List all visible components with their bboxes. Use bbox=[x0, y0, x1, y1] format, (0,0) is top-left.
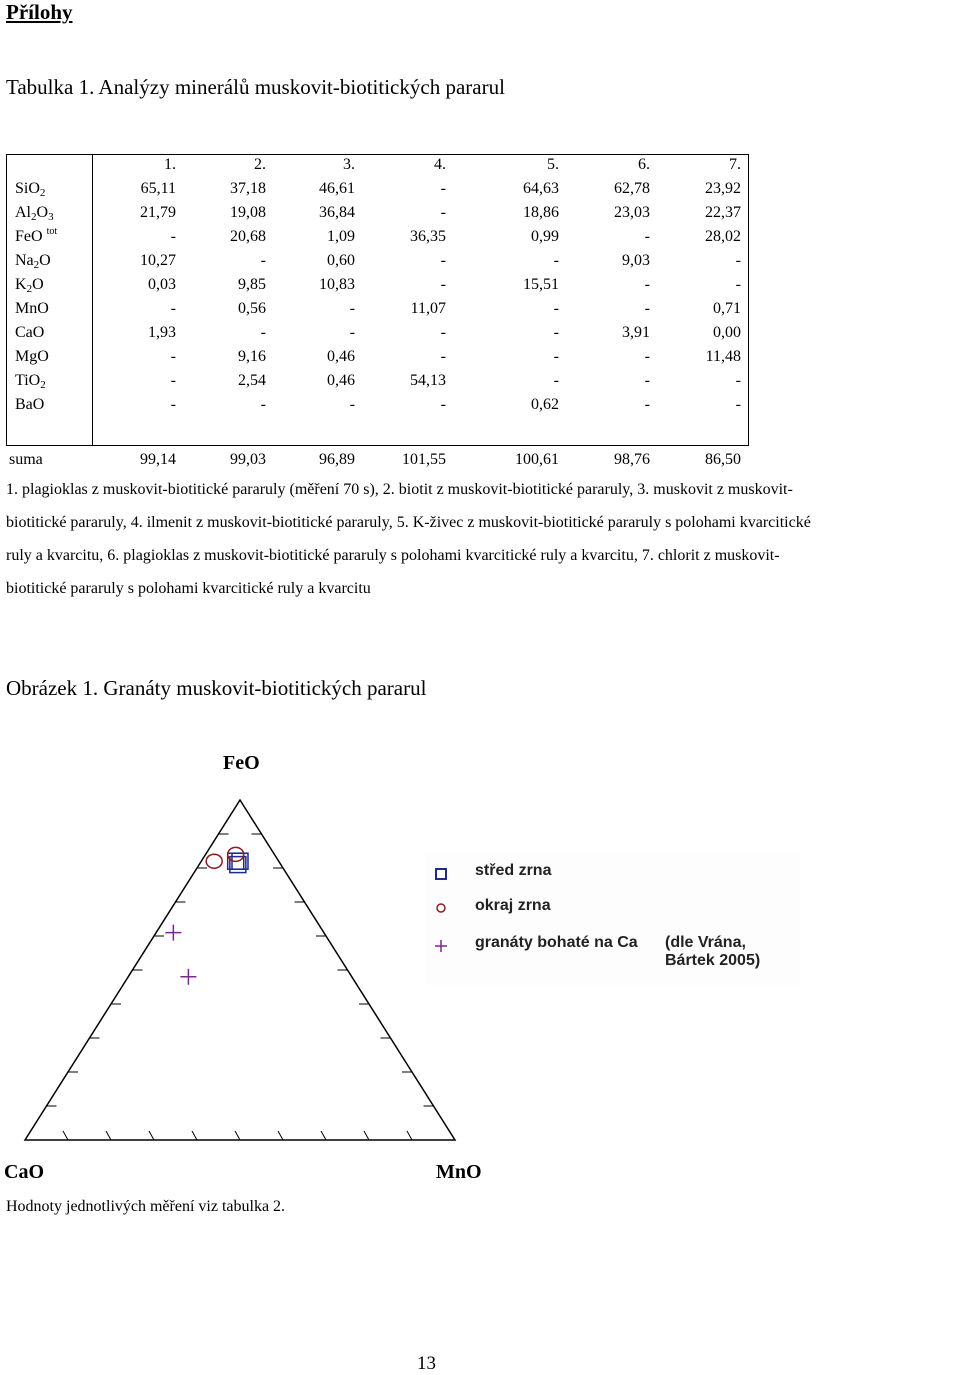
table-cell: 0,46 bbox=[327, 348, 355, 365]
data-point-circle bbox=[228, 847, 244, 861]
table-cell: - bbox=[644, 396, 650, 413]
table-cell: - bbox=[349, 300, 355, 317]
table-cell: 15,51 bbox=[523, 276, 559, 293]
table-cell: 62,78 bbox=[614, 180, 650, 197]
row-label: K2O bbox=[15, 276, 44, 295]
data-point-circle bbox=[206, 854, 222, 868]
bottom-tick bbox=[235, 1131, 240, 1140]
table-row bbox=[6, 228, 756, 250]
table-legend: 1. plagioklas z muskovit-biotitické pararuly (měření 70 s), 2. biotit z muskovit-biotitické pararuly, 3. muskovit z muskovit-biotitické pararuly, 4. ilmenit z muskovit-biotitické pararuly, 5. K-živec z muskovit-biotitické pararuly s polohami kvarcitické ruly a kvarcitu, 6. plagioklas z muskovit-biotitické pararuly s polohami kvarcitické ruly a kvarcitu, 7. chlorit z muskovit-biotitické pararuly s polohami kvarcitické ruly a kvarcitu bbox=[6, 481, 811, 597]
table-sum-row bbox=[6, 451, 756, 473]
row-label: MgO bbox=[15, 348, 49, 365]
column-header: 6. bbox=[638, 156, 650, 173]
row-label: SiO2 bbox=[15, 180, 46, 199]
table-cell: - bbox=[349, 396, 355, 413]
table-cell: 9,85 bbox=[238, 276, 266, 293]
table-cell: - bbox=[440, 324, 446, 341]
row-label: FeO $^{tot}$ bbox=[15, 226, 58, 245]
bottom-tick bbox=[278, 1131, 283, 1140]
table-cell: - bbox=[644, 372, 650, 389]
page-number: 13 bbox=[417, 1353, 436, 1374]
sum-cell: 96,89 bbox=[319, 451, 355, 468]
table-cell: - bbox=[170, 372, 176, 389]
table-cell: - bbox=[553, 348, 559, 365]
table-row bbox=[6, 252, 756, 274]
table-cell: 19,08 bbox=[230, 204, 266, 221]
table-cell: 2,54 bbox=[238, 372, 266, 389]
table-cell: 0,71 bbox=[713, 300, 741, 317]
table-cell: - bbox=[553, 324, 559, 341]
row-label: MnO bbox=[15, 300, 49, 317]
bottom-tick bbox=[63, 1131, 68, 1140]
table-cell: - bbox=[170, 348, 176, 365]
legend-square-icon bbox=[436, 869, 446, 879]
table-row bbox=[6, 204, 756, 226]
table-cell: - bbox=[440, 252, 446, 269]
legend-source: (dle Vrána, Bártek 2005) bbox=[665, 934, 761, 969]
table-cell: - bbox=[440, 276, 446, 293]
table-cell: - bbox=[553, 252, 559, 269]
legend-plus-icon bbox=[435, 940, 447, 952]
table-cell: 0,46 bbox=[327, 372, 355, 389]
table-cell: - bbox=[553, 372, 559, 389]
table-cell: - bbox=[735, 372, 741, 389]
column-header: 5. bbox=[547, 156, 559, 173]
table-cell: - bbox=[170, 396, 176, 413]
table-cell: 0,62 bbox=[531, 396, 559, 413]
table-row bbox=[6, 396, 756, 418]
table-cell: - bbox=[260, 252, 266, 269]
table-cell: 0,60 bbox=[327, 252, 355, 269]
table-cell: - bbox=[440, 348, 446, 365]
footnote: Hodnoty jednotlivých měření viz tabulka 2. bbox=[6, 1198, 286, 1215]
table-cell: 28,02 bbox=[705, 228, 741, 245]
table-cell: 9,03 bbox=[622, 252, 650, 269]
table-cell: 36,84 bbox=[319, 204, 355, 221]
column-header: 7. bbox=[729, 156, 741, 173]
table-cell: 11,48 bbox=[705, 348, 741, 365]
row-label: Na2O bbox=[15, 252, 51, 271]
table-cell: 0,03 bbox=[148, 276, 176, 293]
table-cell: 1,93 bbox=[148, 324, 176, 341]
table-header-row bbox=[6, 156, 756, 178]
table-cell: - bbox=[553, 300, 559, 317]
column-header: 2. bbox=[254, 156, 266, 173]
table-row bbox=[6, 180, 756, 202]
column-header: 3. bbox=[343, 156, 355, 173]
table-cell: 10,83 bbox=[319, 276, 355, 293]
sum-cell: 98,76 bbox=[614, 451, 650, 468]
figure-title: Obrázek 1. Granáty muskovit-biotitických pararul bbox=[6, 676, 427, 700]
sum-cell: 99,03 bbox=[230, 451, 266, 468]
table-row bbox=[6, 324, 756, 346]
table-row bbox=[6, 300, 756, 322]
bottom-tick bbox=[364, 1131, 369, 1140]
legend-item-granaty: granáty bohaté na Ca bbox=[475, 934, 638, 951]
triangle-outline bbox=[25, 800, 455, 1140]
table-cell: 23,92 bbox=[705, 180, 741, 197]
chart-legend bbox=[425, 853, 800, 985]
table-cell: - bbox=[440, 396, 446, 413]
table-cell: 64,63 bbox=[523, 180, 559, 197]
table-cell: - bbox=[260, 324, 266, 341]
vertex-label-cao: CaO bbox=[4, 1161, 44, 1183]
table-cell: - bbox=[170, 300, 176, 317]
table-cell: - bbox=[349, 324, 355, 341]
table-cell: 0,00 bbox=[713, 324, 741, 341]
bottom-tick bbox=[106, 1131, 111, 1140]
vertex-label-feo: FeO bbox=[223, 752, 260, 774]
table-cell: 65,11 bbox=[140, 180, 176, 197]
table-cell: - bbox=[440, 180, 446, 197]
table-cell: - bbox=[170, 228, 176, 245]
table-cell: - bbox=[644, 348, 650, 365]
table-cell: 10,27 bbox=[140, 252, 176, 269]
ternary-diagram bbox=[0, 780, 480, 1160]
row-label: CaO bbox=[15, 324, 45, 341]
table-cell: 22,37 bbox=[705, 204, 741, 221]
data-point-plus bbox=[180, 969, 196, 985]
sum-cell: 100,61 bbox=[515, 451, 559, 468]
table-cell: 1,09 bbox=[327, 228, 355, 245]
table-cell: 36,35 bbox=[410, 228, 446, 245]
table-cell: - bbox=[644, 276, 650, 293]
bottom-tick bbox=[149, 1131, 154, 1140]
table-row bbox=[6, 276, 756, 298]
table-cell: - bbox=[260, 396, 266, 413]
table-cell: 54,13 bbox=[410, 372, 446, 389]
row-label: TiO2 bbox=[15, 372, 46, 391]
sum-cell: 101,55 bbox=[402, 451, 446, 468]
table-row bbox=[6, 372, 756, 394]
table-cell: - bbox=[440, 204, 446, 221]
page-heading: Přílohy bbox=[6, 0, 73, 24]
legend-circle-icon bbox=[437, 904, 445, 912]
table-cell: 0,99 bbox=[531, 228, 559, 245]
table-cell: 21,79 bbox=[140, 204, 176, 221]
bottom-tick bbox=[192, 1131, 197, 1140]
analysis-table bbox=[6, 0, 756, 480]
table-cell: 3,91 bbox=[622, 324, 650, 341]
table-cell: 11,07 bbox=[410, 300, 446, 317]
sum-cell: 86,50 bbox=[705, 451, 741, 468]
bottom-tick bbox=[407, 1131, 412, 1140]
table-cell: 18,86 bbox=[523, 204, 559, 221]
table-cell: - bbox=[735, 252, 741, 269]
data-point-plus bbox=[165, 925, 181, 941]
table-cell: 23,03 bbox=[614, 204, 650, 221]
table-cell: - bbox=[735, 276, 741, 293]
table-cell: 46,61 bbox=[319, 180, 355, 197]
table-cell: 37,18 bbox=[230, 180, 266, 197]
legend-item-okraj-zrna: okraj zrna bbox=[475, 897, 551, 914]
table-cell: 9,16 bbox=[238, 348, 266, 365]
row-label: Al2O3 bbox=[15, 204, 54, 223]
column-header: 4. bbox=[434, 156, 446, 173]
table-cell: 0,56 bbox=[238, 300, 266, 317]
table-cell: 20,68 bbox=[230, 228, 266, 245]
vertex-label-mno: MnO bbox=[436, 1161, 482, 1183]
table-row bbox=[6, 348, 756, 370]
table-title: Tabulka 1. Analýzy minerálů muskovit-biotitických pararul bbox=[6, 75, 505, 99]
sum-label: suma bbox=[9, 451, 43, 468]
legend-markers bbox=[425, 853, 465, 985]
sum-cell: 99,14 bbox=[140, 451, 176, 468]
table-cell: - bbox=[644, 300, 650, 317]
row-label: BaO bbox=[15, 396, 45, 413]
table-cell: - bbox=[735, 396, 741, 413]
legend-item-stred-zrna: střed zrna bbox=[475, 862, 552, 879]
column-header: 1. bbox=[164, 156, 176, 173]
bottom-tick bbox=[321, 1131, 326, 1140]
table-cell: - bbox=[644, 228, 650, 245]
